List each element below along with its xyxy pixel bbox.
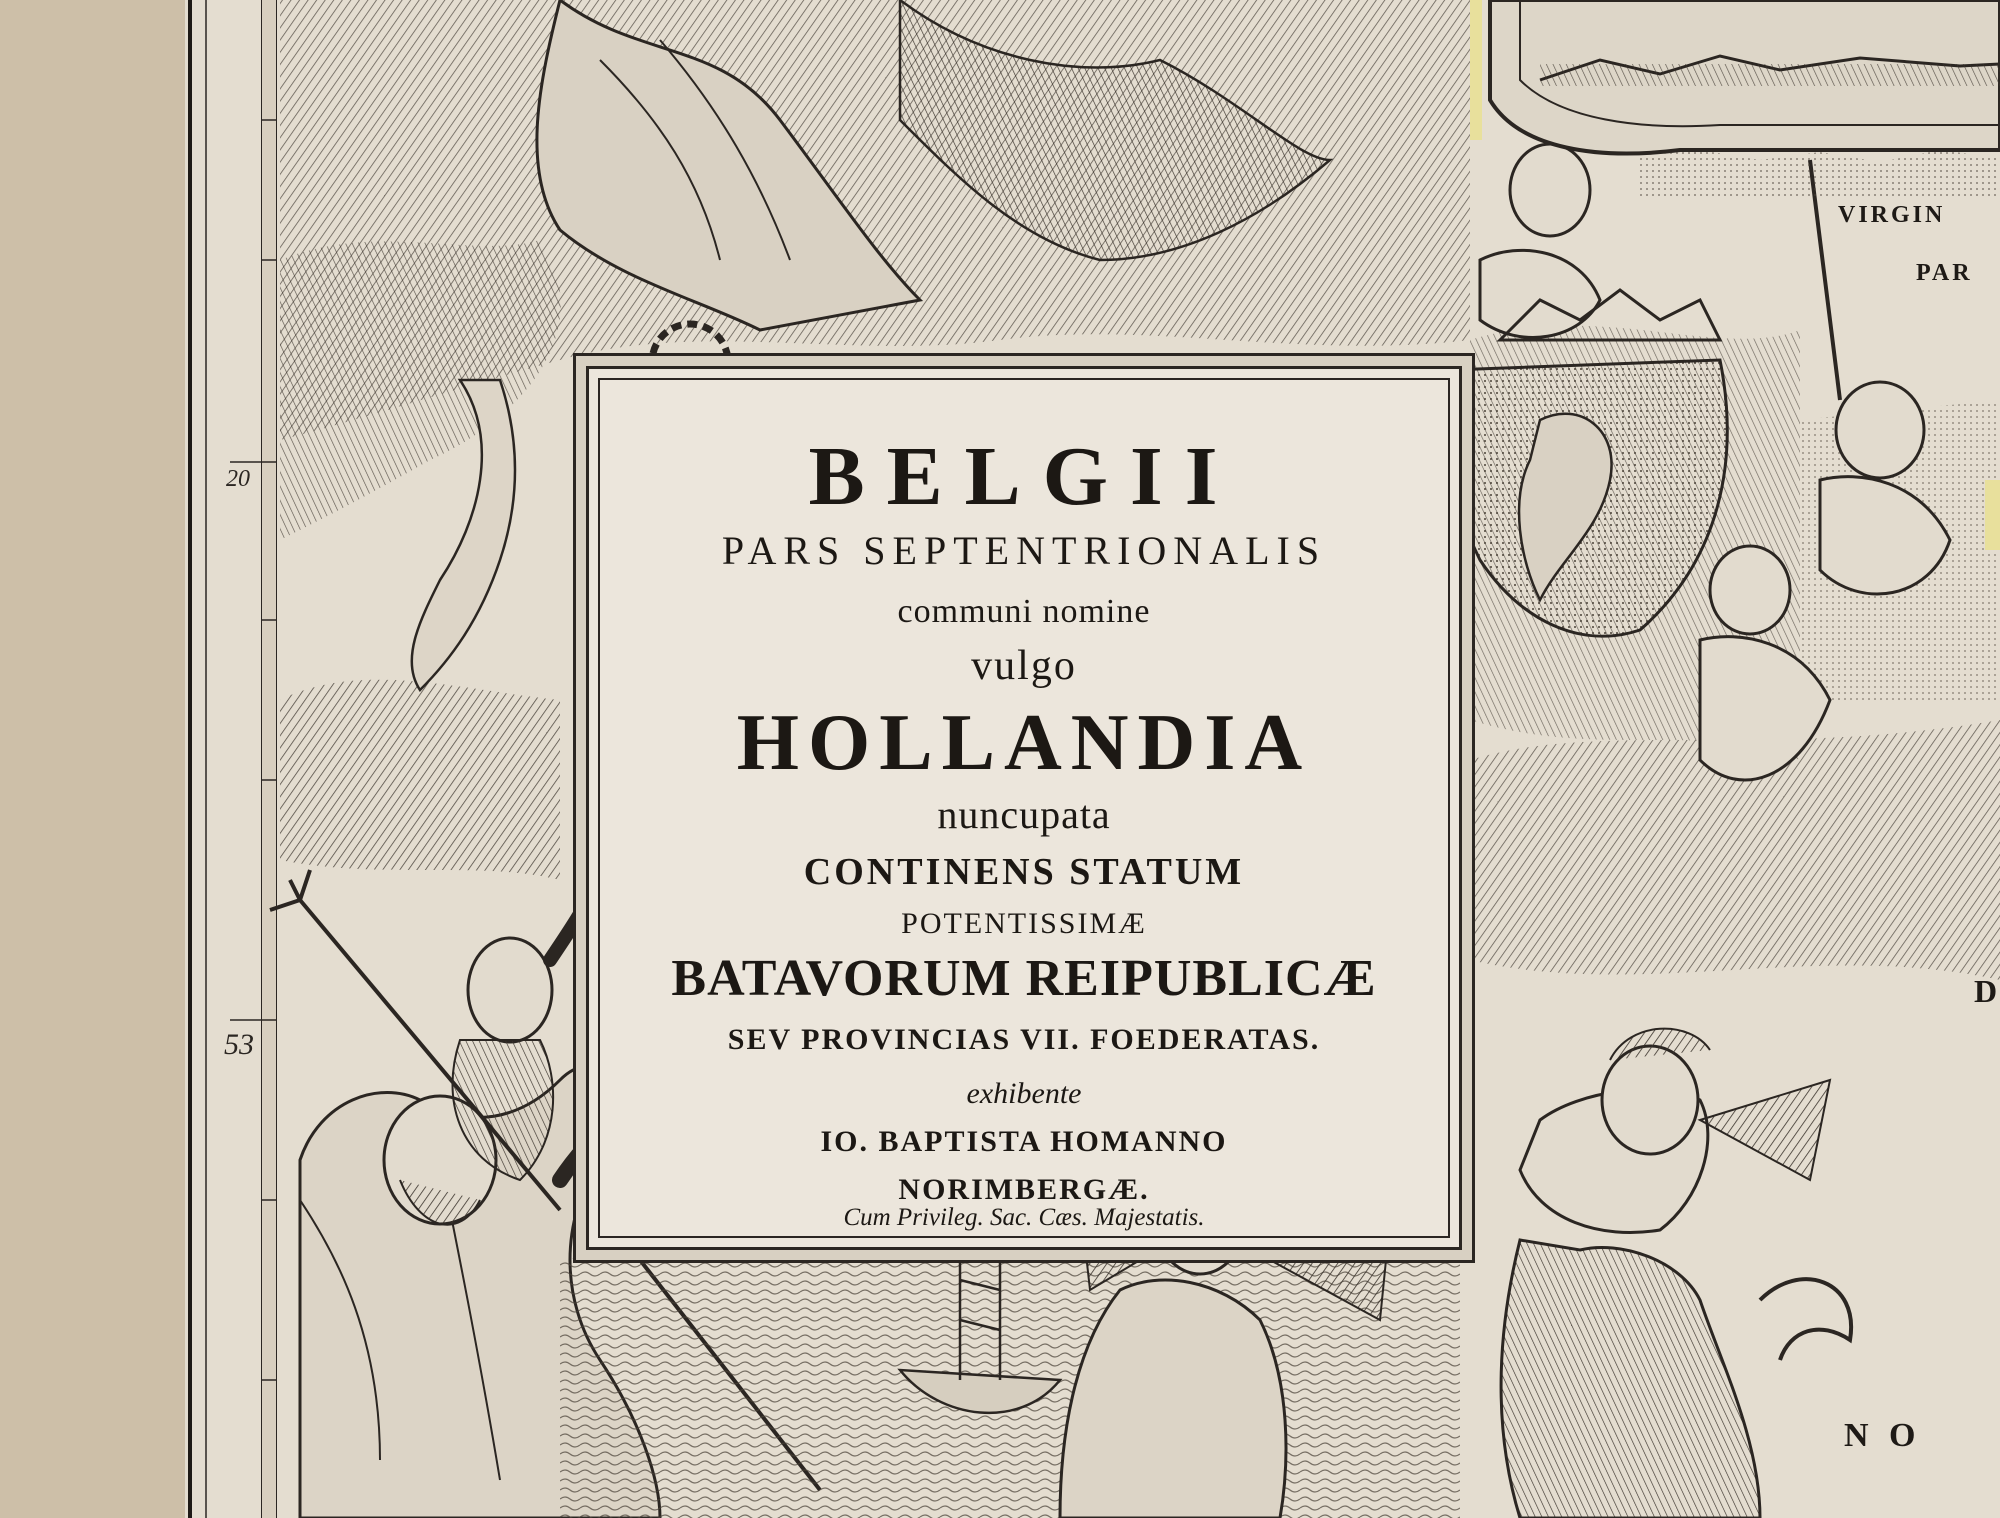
title-nuncupata: nuncupata xyxy=(937,792,1111,837)
scale-label-lower: 53 xyxy=(224,1028,254,1061)
title-provincias: SEV PROVINCIAS VII. FOEDERATAS. xyxy=(727,1023,1321,1056)
yellow-tint-strip xyxy=(1985,480,2000,550)
title-belgii: BELGII xyxy=(808,430,1240,523)
title-potentissimae: POTENTISSIMÆ xyxy=(901,907,1147,940)
title-place: NORIMBERGÆ. xyxy=(898,1173,1150,1206)
scale-label-upper: 20 xyxy=(226,466,250,492)
title-pars-septentrionalis: PARS SEPTENTRIONALIS xyxy=(721,528,1327,573)
title-continens-statum: CONTINENS STATUM xyxy=(803,851,1245,893)
title-hollandia: HOLLANDIA xyxy=(736,699,1312,787)
map-label-no: N O xyxy=(1844,1417,1922,1454)
title-privilege: Cum Privileg. Sac. Cæs. Majestatis. xyxy=(843,1204,1205,1231)
map-label-par: PAR xyxy=(1916,260,1973,286)
title-vulgo: vulgo xyxy=(971,643,1077,689)
map-label-virgin: VIRGIN xyxy=(1838,202,1946,228)
title-batavorum-reipublicae: BATAVORUM REIPUBLICÆ xyxy=(671,950,1377,1007)
title-exhibente: exhibente xyxy=(966,1077,1082,1110)
title-communi-nomine: communi nomine xyxy=(897,593,1151,630)
title-author: IO. BAPTISTA HOMANNO xyxy=(820,1125,1228,1158)
map-label-d: D xyxy=(1974,973,1998,1009)
title-cartouche xyxy=(586,366,1462,1250)
